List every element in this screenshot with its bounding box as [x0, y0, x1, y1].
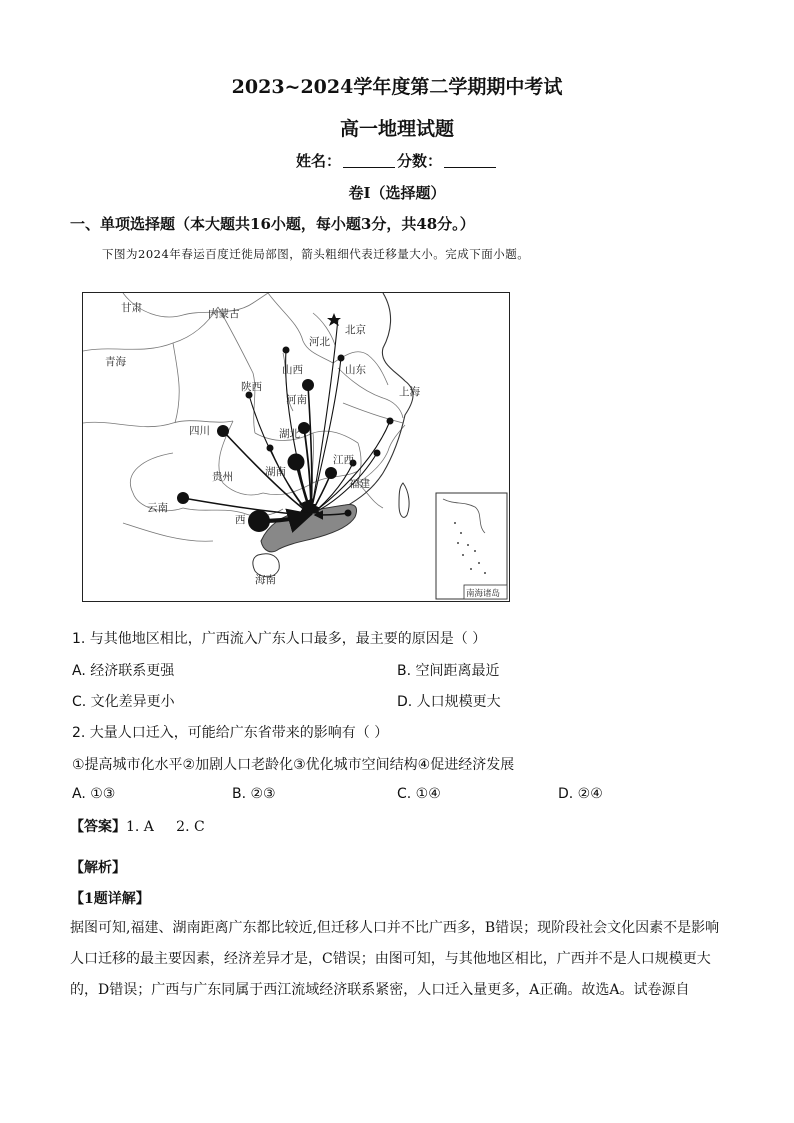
beijing-star-icon — [327, 313, 341, 326]
label-guizhou: 贵州 — [212, 471, 233, 483]
analysis-label: 【解析】 — [70, 860, 126, 876]
score-blank[interactable] — [444, 155, 496, 168]
question-2-option-a[interactable]: A. ①③ — [72, 786, 116, 802]
label-fujian: 福建 — [349, 478, 370, 490]
question-1-stem: 1. 与其他地区相比，广西流入广东人口最多，最主要的原因是（ ） — [72, 631, 487, 647]
q1-detail-text: 据图可知,福建、湖南距离广东都比较近,但迁移人口并不比广西多，B错误；现阶段社会文化因素不是影响人口迁移的最主要因素，经济差异才是，C错误；由图可知，与其他地区相比，广西并不是人口规模更大的，D错误；广西与广东同属于西江流域经济联系紧密，人口迁入量更多，A正确。故选A。试卷源自 — [70, 920, 720, 998]
label-hunan: 湖南 — [265, 466, 286, 478]
exam-title: 2023~2024学年度第二学期期中考试 — [231, 76, 563, 98]
q1-detail-label: 【1题详解】 — [70, 891, 150, 907]
volume-label: 卷Ⅰ（选择题） — [348, 184, 446, 202]
migration-map — [82, 292, 510, 602]
label-yunnan: 云南 — [147, 502, 168, 514]
label-shanxi: 山西 — [282, 364, 303, 376]
exam-subject: 高一地理试题 — [339, 118, 454, 140]
taiwan-island — [399, 483, 409, 517]
label-hubei: 湖北 — [279, 428, 300, 440]
question-2-option-d[interactable]: D. ②④ — [558, 786, 603, 802]
question-1-option-d[interactable]: D. 人口规模更大 — [397, 694, 501, 710]
label-hainan: 海南 — [255, 574, 276, 586]
name-score-row — [0, 150, 794, 171]
label-shandong: 山东 — [345, 364, 366, 376]
label-jiangxi: 江西 — [333, 454, 354, 466]
south-china-sea-inset — [436, 493, 507, 599]
question-2-option-b[interactable]: B. ②③ — [232, 786, 276, 802]
question-2-items: ①提高城市化水平②加剧人口老龄化③优化城市空间结构④促进经济发展 — [72, 757, 515, 773]
label-sichuan: 四川 — [189, 425, 210, 437]
question-2-stem: 2. 大量人口迁入，可能给广东省带来的影响有（ ） — [72, 725, 389, 741]
name-blank[interactable] — [343, 155, 395, 168]
label-shaanxi: 陕西 — [241, 381, 262, 393]
question-intro: 下图为2024年春运百度迁徙局部图，箭头粗细代表迁移量大小。完成下面小题。 — [102, 247, 530, 261]
question-2-option-c[interactable]: C. ①④ — [397, 786, 441, 802]
label-qinghai: 青海 — [105, 356, 126, 368]
question-1-option-b[interactable]: B. 空间距离最近 — [397, 663, 500, 679]
label-shanghai: 上海 — [399, 386, 420, 398]
label-beijing: 北京 — [345, 324, 366, 336]
label-hebei: 河北 — [309, 336, 330, 348]
question-1-option-a[interactable]: A. 经济联系更强 — [72, 663, 175, 679]
label-gansu: 甘肃 — [121, 302, 142, 314]
answer-row — [70, 816, 205, 836]
answer-text: 1. A 2. C — [126, 819, 205, 835]
section-heading: 一、单项选择题（本大题共16小题，每小题3分，共48分。） — [70, 215, 475, 233]
label-henan: 河南 — [286, 394, 307, 406]
label-guangxi: 西 — [235, 514, 246, 526]
label-nanhai: 南海诸岛 — [466, 589, 501, 599]
label-neimenggu: 内蒙古 — [208, 308, 240, 320]
name-label: 姓名： — [295, 152, 341, 170]
score-label: 分数： — [397, 152, 443, 170]
answer-label: 【答案】 — [70, 819, 126, 835]
question-1-option-c[interactable]: C. 文化差异更小 — [72, 694, 175, 710]
